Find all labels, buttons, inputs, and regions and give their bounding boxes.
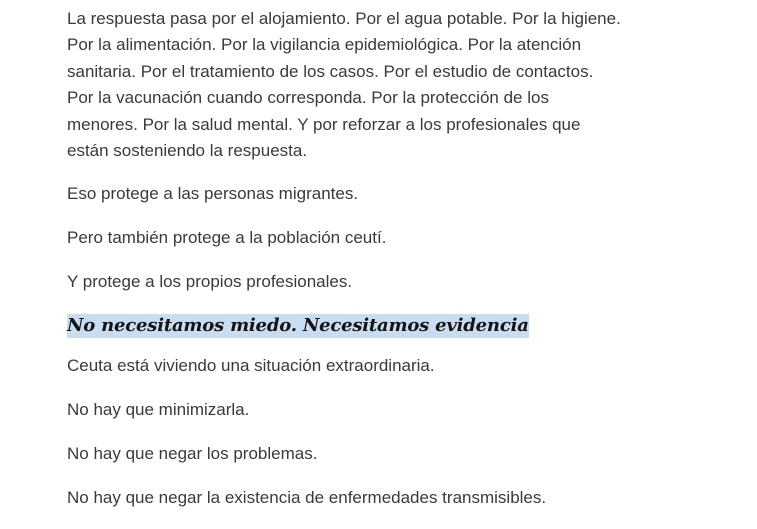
article-body — [67, 6, 623, 529]
paragraph-minimizar: No hay que minimizarla. — [67, 400, 250, 420]
paragraph-protege-profesionales: Y protege a los propios profesionales. — [67, 272, 353, 292]
paragraph-situacion: Ceuta está viviendo una situación extraordinaria. — [67, 356, 435, 376]
paragraph-problemas: No hay que negar los problemas. — [67, 443, 318, 463]
paragraph-protege-poblacion: Pero también protege a la población ceutí. — [67, 228, 387, 248]
paragraph-enfermedades: No hay que negar la existencia de enfermedades transmisibles. — [67, 487, 547, 507]
section-heading — [67, 313, 623, 339]
paragraph-protege-migrantes: Eso protege a las personas migrantes. — [67, 184, 359, 204]
section-heading-text: No necesitamos miedo. Necesitamos evidencia — [67, 315, 529, 337]
intro-paragraph: La respuesta pasa por el alojamiento. Por el agua potable. Por la higiene. Por la alimentación. Por la vigilancia epidemiológica. Por la atención sanitaria. Por el tratamiento de los casos. Por el estudio de contactos. Por la vacunación cuando corresponda. Por la protección de los menores. Por la salud mental. Y por reforzar a los profesionales que están sosteniendo la respuesta. — [67, 9, 621, 161]
